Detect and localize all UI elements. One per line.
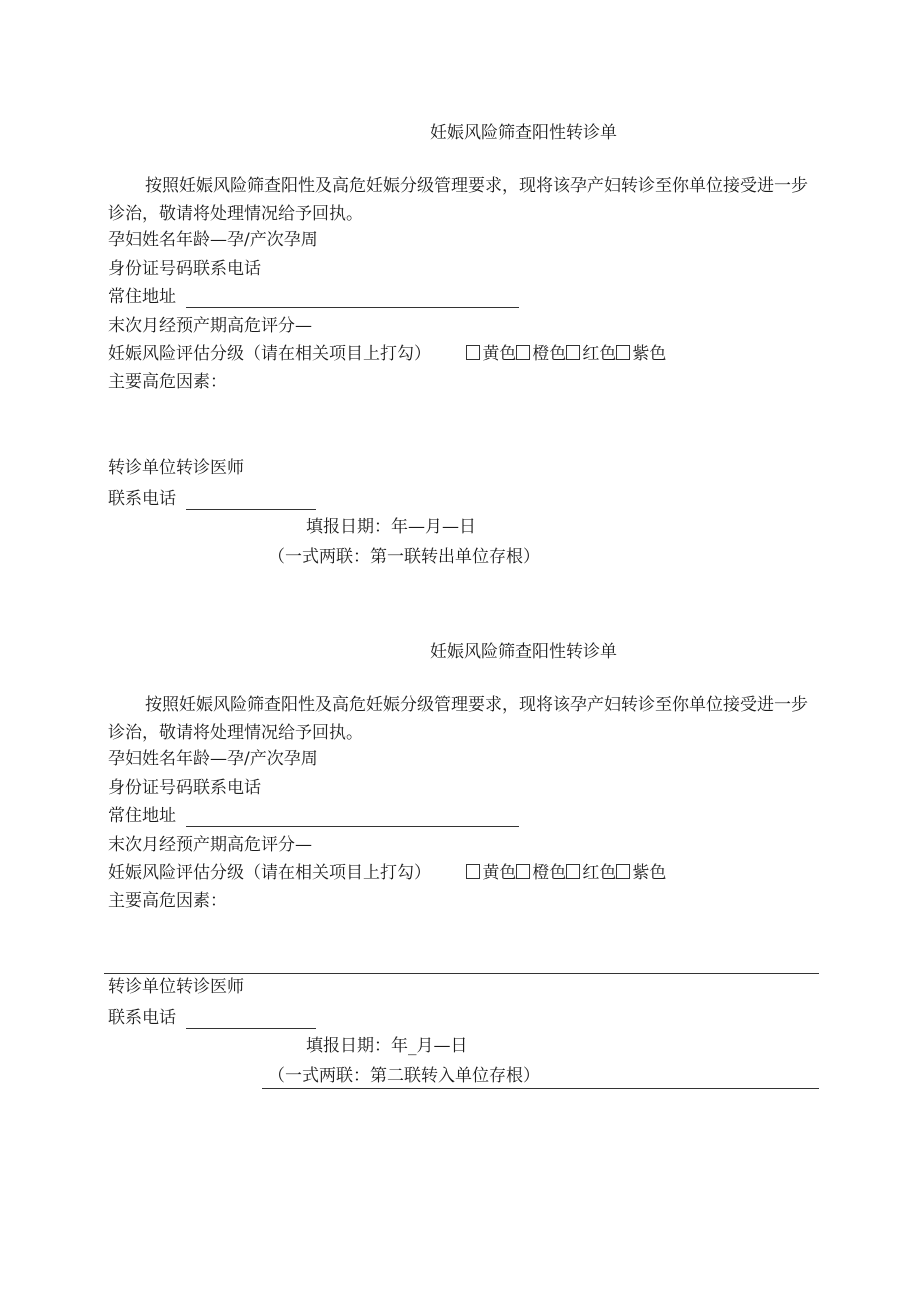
address-line (108, 805, 519, 827)
patient-info-line: 孕妇姓名年龄—孕/产次孕周 (108, 230, 318, 250)
grade-option-orange[interactable]: 橙色 (516, 343, 566, 365)
risk-grade-options (466, 343, 666, 365)
grade-option-purple[interactable]: 紫色 (616, 862, 666, 884)
lmp-line: 末次月经预产期高危评分— (108, 835, 312, 855)
risk-grade-line (108, 343, 666, 365)
risk-factors-label: 主要高危因素： (108, 891, 227, 911)
checkbox-icon[interactable] (616, 345, 630, 360)
fill-date-line: 填报日期：年—月—日 (306, 517, 476, 537)
address-line (108, 286, 519, 308)
address-blank[interactable] (186, 810, 519, 827)
fill-date-line: 填报日期：年_月—日 (306, 1036, 468, 1056)
lmp-line: 末次月经预产期高危评分— (108, 316, 312, 336)
bottom-rule-line (262, 1088, 819, 1089)
form-intro: 按照妊娠风险筛查阳性及高危妊娠分级管理要求，现将该孕产妇转诊至你单位接受进一步诊治，敬请将处理情况给予回执。 (108, 695, 808, 743)
risk-grade-label: 妊娠风险评估分级（请在相关项目上打勾） (108, 344, 431, 364)
contact-phone-line (108, 1007, 316, 1029)
grade-option-yellow[interactable]: 黄色 (466, 862, 516, 884)
form-title: 妊娠风险筛查阳性转诊单 (430, 642, 617, 662)
risk-factors-label: 主要高危因素： (108, 372, 227, 392)
checkbox-icon[interactable] (466, 864, 480, 879)
referral-unit-line: 转诊单位转诊医师 (108, 458, 244, 478)
phone-label: 联系电话 (108, 1008, 176, 1028)
phone-label: 联系电话 (108, 489, 176, 509)
checkbox-icon[interactable] (466, 345, 480, 360)
form-title: 妊娠风险筛查阳性转诊单 (430, 123, 617, 143)
section-divider-line (104, 973, 819, 974)
grade-option-yellow[interactable]: 黄色 (466, 343, 516, 365)
phone-blank[interactable] (186, 1012, 316, 1029)
patient-info-line: 孕妇姓名年龄—孕/产次孕周 (108, 749, 318, 769)
copy-note: （一式两联：第二联转入单位存根） (268, 1066, 540, 1086)
contact-phone-line (108, 488, 316, 510)
checkbox-icon[interactable] (516, 864, 530, 879)
referral-unit-line: 转诊单位转诊医师 (108, 977, 244, 997)
checkbox-icon[interactable] (516, 345, 530, 360)
checkbox-icon[interactable] (616, 864, 630, 879)
copy-note: （一式两联：第一联转出单位存根） (268, 547, 540, 567)
id-phone-line: 身份证号码联系电话 (108, 259, 261, 279)
risk-grade-label: 妊娠风险评估分级（请在相关项目上打勾） (108, 863, 431, 883)
grade-option-red[interactable]: 红色 (566, 343, 616, 365)
grade-option-orange[interactable]: 橙色 (516, 862, 566, 884)
risk-grade-line (108, 862, 666, 884)
grade-option-red[interactable]: 红色 (566, 862, 616, 884)
address-blank[interactable] (186, 291, 519, 308)
risk-grade-options (466, 862, 666, 884)
phone-blank[interactable] (186, 493, 316, 510)
checkbox-icon[interactable] (566, 864, 580, 879)
address-label: 常住地址 (108, 287, 176, 307)
id-phone-line: 身份证号码联系电话 (108, 778, 261, 798)
checkbox-icon[interactable] (566, 345, 580, 360)
address-label: 常住地址 (108, 806, 176, 826)
grade-option-purple[interactable]: 紫色 (616, 343, 666, 365)
form-intro: 按照妊娠风险筛查阳性及高危妊娠分级管理要求，现将该孕产妇转诊至你单位接受进一步诊治，敬请将处理情况给予回执。 (108, 176, 808, 224)
